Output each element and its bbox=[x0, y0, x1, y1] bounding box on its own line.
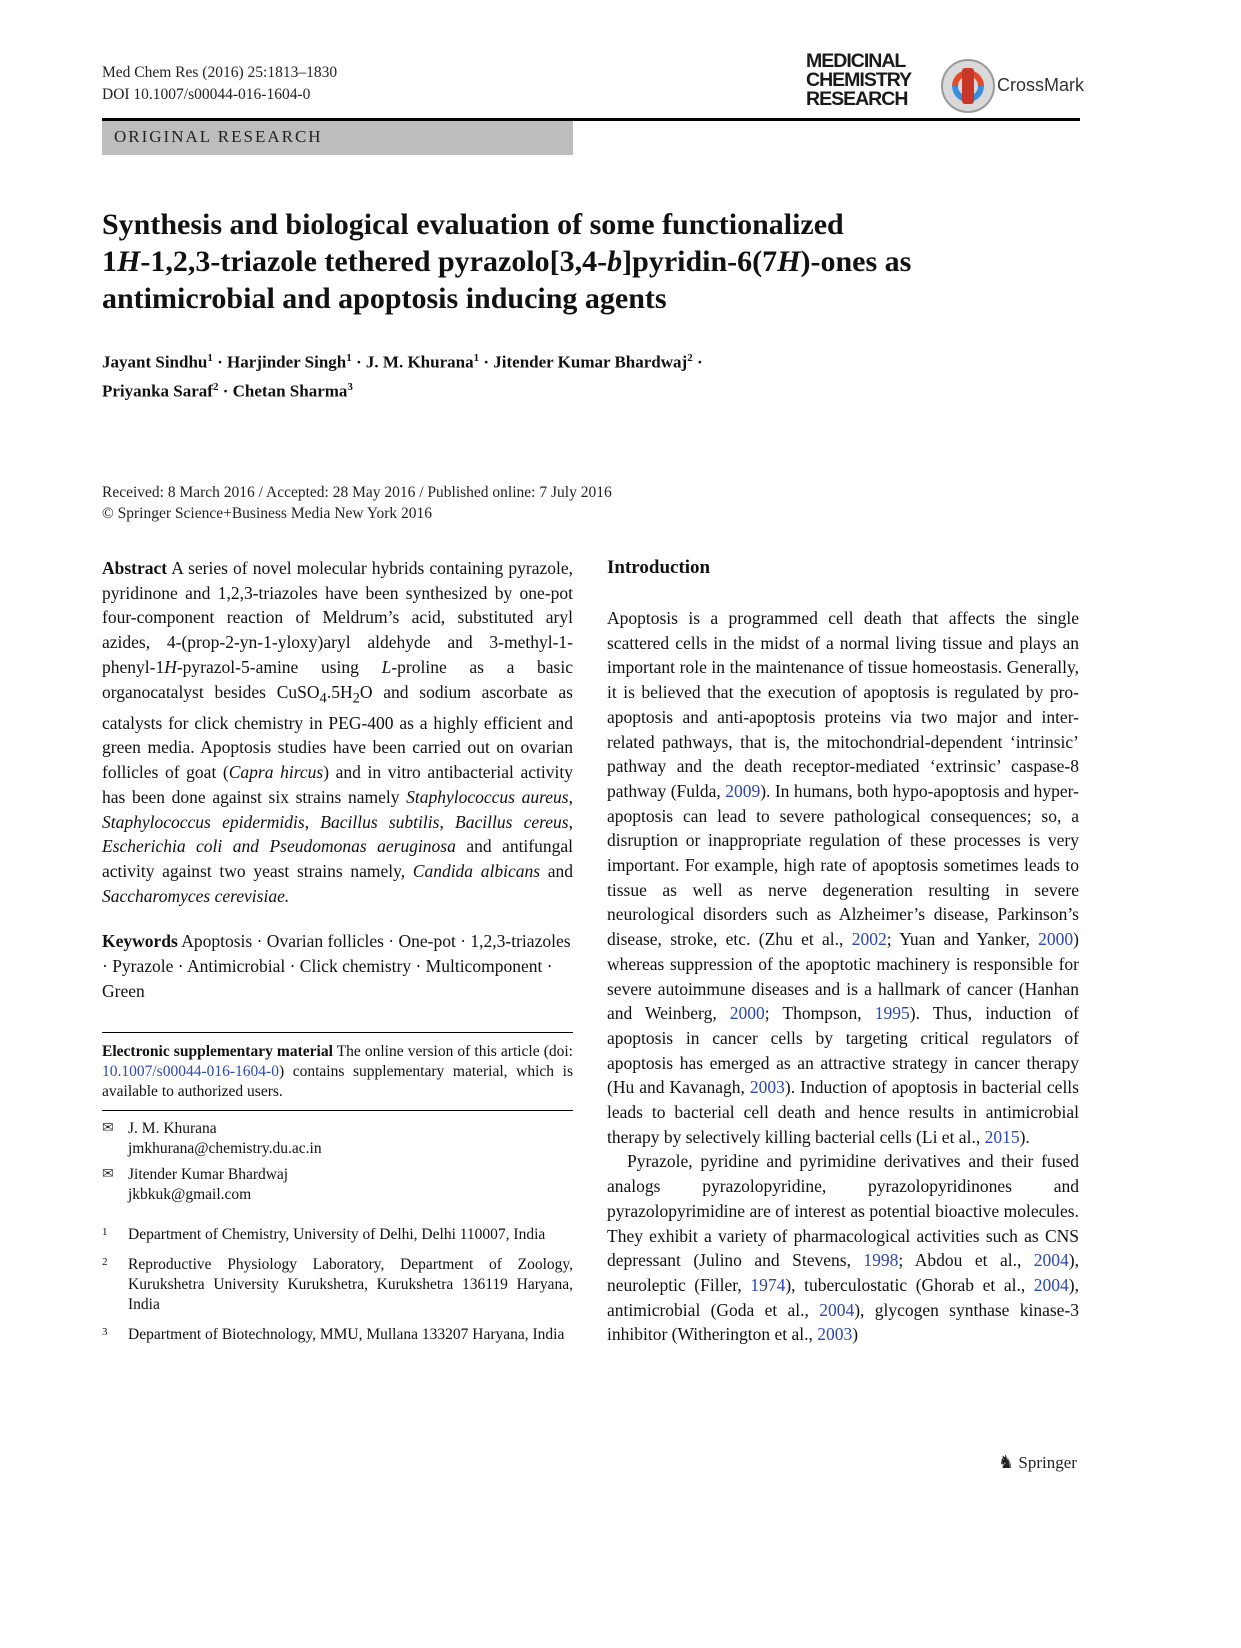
author-name[interactable]: Jayant Sindhu bbox=[102, 352, 208, 372]
affiliation-number: 3 bbox=[102, 1326, 108, 1339]
author-name[interactable]: Priyanka Saraf bbox=[102, 381, 213, 401]
esm-label: Electronic supplementary material bbox=[102, 1043, 333, 1061]
affiliation bbox=[102, 1225, 573, 1245]
author-affiliation: 2 bbox=[212, 380, 219, 393]
introduction-paragraph: Pyrazole, pyridine and pyrimidine derivatives and their fused analogs pyrazolopyridine, pyrazolopyridinones and pyrazolopyrimidine are of interest as potential bioactive molecules. They exhibit a variety of pharmacological activities such as CNS depressant (Julino and Stevens, 1998; Abdou et al., 2004), neuroleptic (Filler, 1974), tuberculostatic (Ghorab et al., 2004), antimicrobial (Goda et al., 2004), glycogen synthase kinase-3 inhibitor (Witherington et al., 2003) bbox=[607, 1151, 1079, 1345]
crossmark-badge[interactable] bbox=[940, 58, 1085, 114]
envelope-icon: ✉ bbox=[102, 1167, 114, 1183]
envelope-icon: ✉ bbox=[102, 1121, 114, 1137]
affiliation-number: 2 bbox=[102, 1256, 108, 1269]
divider bbox=[102, 1110, 573, 1111]
esm-doi-link[interactable]: 10.1007/s00044-016-1604-0 bbox=[102, 1063, 279, 1081]
citation-link[interactable]: 2004 bbox=[1033, 1274, 1069, 1295]
citation-link[interactable]: 1995 bbox=[874, 1003, 910, 1024]
left-column bbox=[102, 556, 573, 1345]
affiliation-text: Department of Chemistry, University of Delhi, Delhi 110007, India bbox=[128, 1226, 546, 1244]
correspondence-email[interactable]: jkbkuk@gmail.com bbox=[128, 1186, 252, 1204]
citation-link[interactable]: 1998 bbox=[863, 1250, 899, 1271]
right-column bbox=[607, 556, 1079, 1347]
correspondence-email[interactable]: jmkhurana@chemistry.du.ac.in bbox=[128, 1140, 322, 1158]
crossmark-icon bbox=[940, 58, 996, 114]
citation-link[interactable]: 2003 bbox=[817, 1324, 853, 1345]
correspondence-name: J. M. Khurana bbox=[128, 1120, 217, 1138]
citation-link[interactable]: 2015 bbox=[984, 1126, 1020, 1147]
publisher-name: Springer bbox=[1018, 1453, 1077, 1472]
divider bbox=[102, 1032, 573, 1033]
citation-link[interactable]: 2002 bbox=[851, 929, 887, 950]
author-affiliation: 2 bbox=[687, 352, 693, 364]
author-affiliation: 3 bbox=[347, 380, 353, 393]
citation-link[interactable]: 2000 bbox=[1038, 929, 1074, 950]
correspondence-entry bbox=[102, 1165, 573, 1205]
logo-line: RESEARCH bbox=[806, 88, 908, 110]
citation-link[interactable]: 2009 bbox=[725, 780, 761, 801]
logo-line: CHEMISTRY bbox=[806, 69, 912, 91]
article-doi: DOI 10.1007/s00044-016-1604-0 bbox=[102, 86, 311, 103]
copyright: © Springer Science+Business Media New York 2016 bbox=[102, 505, 433, 522]
affiliation-number: 1 bbox=[102, 1226, 108, 1239]
keywords-label: Keywords bbox=[102, 931, 178, 952]
citation-link[interactable]: 2004 bbox=[819, 1299, 855, 1320]
crossmark-label: CrossMark bbox=[997, 75, 1085, 95]
section-label: ORIGINAL RESEARCH bbox=[102, 121, 573, 155]
supplementary-note: Electronic supplementary material The online version of this article (doi: 10.1007/s00044-016-1604-0) contains supplementary material, which is available to authorized users. bbox=[102, 1043, 573, 1101]
affiliation bbox=[102, 1255, 573, 1315]
keywords-list: Apoptosis · Ovarian follicles · One-pot · 1,2,3-triazoles · Pyrazole · Antimicrobial · Click chemistry · Multicomponent · Green bbox=[102, 931, 571, 1001]
article-title bbox=[102, 206, 1002, 317]
affiliation-text: Department of Biotechnology, MMU, Mullana 133207 Haryana, India bbox=[128, 1326, 565, 1344]
author-name[interactable]: J. M. Khurana bbox=[365, 352, 474, 372]
title-line: Synthesis and biological evaluation of some functionalized bbox=[102, 208, 844, 241]
introduction-paragraph: Apoptosis is a programmed cell death that affects the single scattered cells in the midst of a normal living tissue and plays an important role in the maintenance of tissue homeostasis. Generally, it is believed that the execution of apoptosis is regulated by pro-apoptosis and anti-apoptosis proteins via two major and inter-related pathways, that is, the mitochondrial-dependent ‘intrinsic’ pathway and the death receptor-mediated ‘extrinsic’ caspase-8 pathway (Fulda, 2009). In humans, both hypo-apoptosis and hyper-apoptosis can lead to severe pathological consequences; so, a disruption or inappropriate regulation of these processes is very important. For example, high rate of apoptosis sometimes leads to tissue as well as nerve degeneration resulting in severe neurological disorders such as Alzheimer’s disease, Parkinson’s disease, stroke, etc. (Zhu et al., 2002; Yuan and Yanker, 2000) whereas suppression of the apoptotic machinery is responsible for severe autoimmune diseases and is a hallmark of cancer (Hanhan and Weinberg, 2000; Thompson, 1995). Thus, induction of apoptosis in cancer cells by targeting critical regulators of apoptosis has emerged as an attractive strategy in cancer therapy (Hu and Kavanagh, 2003). Induction of apoptosis in bacterial cells leads to bacterial cell death and hence results in antimicrobial therapy by selectively killing bacterial cells (Li et al., 2015). bbox=[607, 608, 1079, 1147]
author-list: Jayant Sindhu$^1$ · Harjinder Singh$^1$ · J. M. Khurana$^1$ · Jitender Kumar Bhardwaj$^2$ · Priyanka Saraf$^2$ · Chetan Sharma$^3$ bbox=[102, 352, 703, 401]
author-affiliation: 1 bbox=[473, 352, 480, 364]
section-heading-introduction: Introduction bbox=[607, 557, 711, 578]
affiliation-text: Reproductive Physiology Laboratory, Department of Zoology, Kurukshetra University Kurukshetra, Kurukshetra 136119 Haryana, India bbox=[128, 1256, 573, 1314]
correspondence-entry bbox=[102, 1119, 573, 1159]
publisher-logo bbox=[998, 1452, 1077, 1473]
keywords bbox=[102, 929, 573, 1003]
correspondence-name: Jitender Kumar Bhardwaj bbox=[128, 1166, 289, 1184]
title-line: antimicrobial and apoptosis inducing agents bbox=[102, 282, 667, 315]
affiliation bbox=[102, 1325, 573, 1345]
title-line: 1H-1,2,3-triazole tethered pyrazolo[3,4-b]pyridin-6(7H)-ones as bbox=[102, 245, 912, 278]
abstract-label: Abstract bbox=[102, 558, 168, 578]
citation-link[interactable]: 1974 bbox=[750, 1274, 786, 1295]
author-affiliation: 1 bbox=[207, 352, 213, 364]
journal-logo bbox=[806, 52, 941, 109]
citation-link[interactable]: 2004 bbox=[1033, 1250, 1069, 1271]
author-name[interactable]: Harjinder Singh bbox=[227, 352, 347, 372]
author-name[interactable]: Jitender Kumar Bhardwaj bbox=[493, 352, 688, 372]
publication-dates bbox=[102, 482, 902, 524]
springer-horse-icon: ♞ bbox=[998, 1452, 1015, 1472]
journal-reference: Med Chem Res (2016) 25:1813–1830 bbox=[102, 64, 338, 81]
citation-link[interactable]: 2003 bbox=[749, 1077, 785, 1098]
citation-link[interactable]: 2000 bbox=[729, 1003, 765, 1024]
abstract: Abstract A series of novel molecular hybrids containing pyrazole, pyridinone and 1,2,3-triazoles have been synthesized by one-pot four-component reaction of Meldrum’s acid, substituted aryl azides, 4-(prop-2-yn-1-yloxy)aryl aldehyde and 3-methyl-1-phenyl-1H-pyrazol-5-amine using L-proline as a basic organocatalyst besides $CuSO_4.5H_2O$ and sodium ascorbate as catalysts for click chemistry in PEG-400 as a highly efficient and green media. Apoptosis studies have been carried out on ovarian follicles of goat (Capra hircus) and in vitro antibacterial activity has been done against six strains namely Staphylococcus aureus, Staphylococcus epidermidis, Bacillus subtilis, Bacillus cereus, Escherichia coli and Pseudomonas aeruginosa and antifungal activity against two yeast strains namely, Candida albicans and Saccharomyces cerevisiae. bbox=[102, 558, 574, 906]
author-name[interactable]: Chetan Sharma bbox=[232, 381, 348, 401]
history-dates: Received: 8 March 2016 / Accepted: 28 May 2016 / Published online: 7 July 2016 bbox=[102, 484, 612, 501]
logo-line: MEDICINAL bbox=[806, 50, 906, 72]
author-affiliation: 1 bbox=[346, 352, 352, 364]
